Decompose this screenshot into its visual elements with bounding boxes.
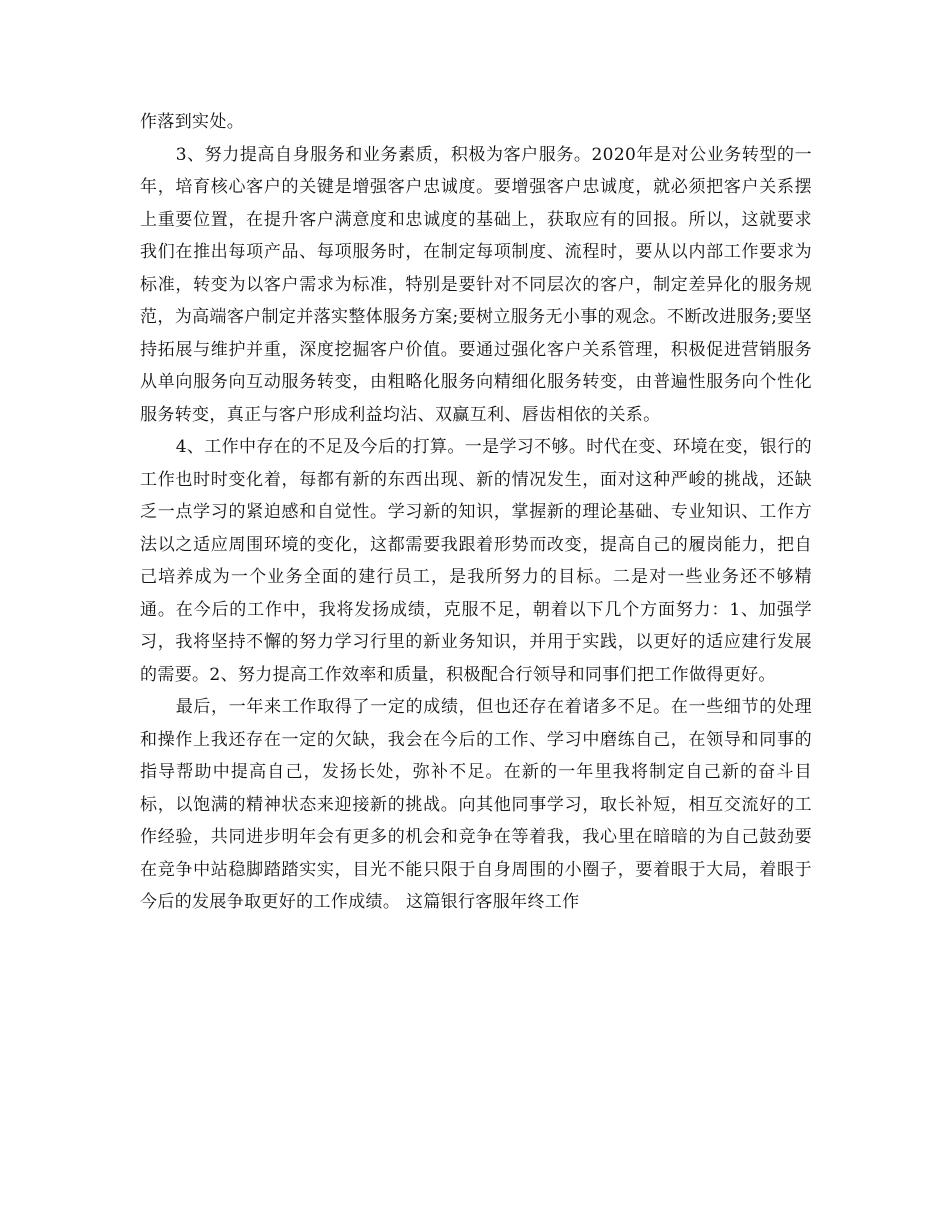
- paragraph-continuation: 作落到实处。: [140, 112, 245, 132]
- paragraph-service-quality: 3、努力提高自身服务和业务素质，积极为客户服务。2020年是对公业务转型的一年，培育核心客户的关键是增强客户忠诚度。要增强客户忠诚度，就必须把客户关系摆上重要位置，在提升客户满意度和忠诚度的基础上，获取应有的回报。所以，这就要求我们在推出每项产品、每项服务时，在制定每项制度、流程时，要从以内部工作要求为标准，转变为以客户需求为标准，特别是要针对不同层次的客户，制定差异化的服务规范，为高端客户制定并落实整体服务方案;要树立服务无小事的观念。不断改进服务;要坚持拓展与维护并重，深度挖掘客户价值。要通过强化客户关系管理，积极促进营销服务从单向服务向互动服务转变，由粗略化服务向精细化服务转变，由普遍性服务向个性化服务转变，真正与客户形成利益均沾、双赢互利、唇齿相依的关系。: [140, 144, 812, 425]
- document-body: [140, 106, 812, 919]
- paragraph-conclusion: 最后，一年来工作取得了一定的成绩，但也还存在着诸多不足。在一些细节的处理和操作上我还存在一定的欠缺，我会在今后的工作、学习中磨练自己，在领导和同事的指导帮助中提高自己，发扬长处，弥补不足。在新的一年里我将制定自己新的奋斗目标，以饱满的精神状态来迎接新的挑战。向其他同事学习，取长补短，相互交流好的工作经验，共同进步明年会有更多的机会和竞争在等着我，我心里在暗暗的为自己鼓劲要在竞争中站稳脚踏踏实实，目光不能只限于自身周围的小圈子，要着眼于大局，着眼于今后的发展争取更好的工作成绩。 这篇银行客服年终工作: [140, 697, 812, 912]
- paragraph-shortcomings-plans: 4、工作中存在的不足及今后的打算。一是学习不够。时代在变、环境在变，银行的工作也时时变化着，每都有新的东西出现、新的情况发生，面对这种严峻的挑战，还缺乏一点学习的紧迫感和自觉性。学习新的知识，掌握新的理论基础、专业知识、工作方法以之适应周围环境的变化，这都需要我跟着形势而改变，提高自己的履岗能力，把自己培养成为一个业务全面的建行员工，是我所努力的目标。二是对一些业务还不够精通。在今后的工作中，我将发扬成绩，克服不足，朝着以下几个方面努力：1、加强学习，我将坚持不懈的努力学习行里的新业务知识，并用于实践，以更好的适应建行发展的需要。2、努力提高工作效率和质量，积极配合行领导和同事们把工作做得更好。: [140, 437, 812, 685]
